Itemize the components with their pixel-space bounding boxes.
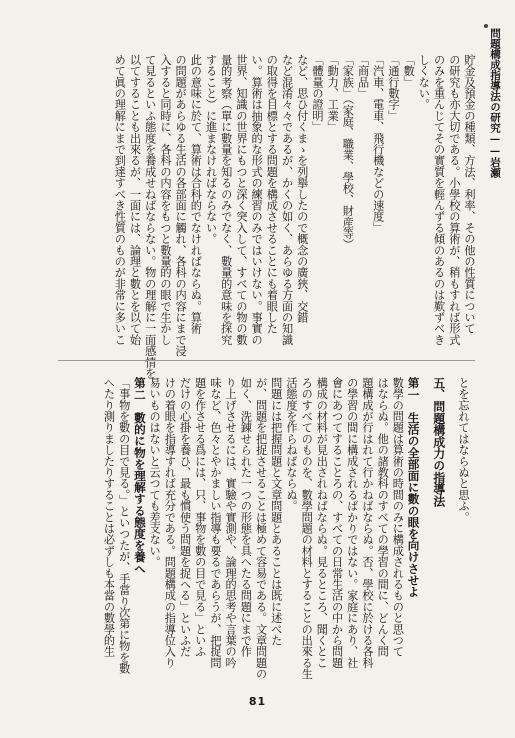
text-line: すること）に進まなければならない。 (204, 54, 218, 245)
text-line: 會にあつてすることろの、すべての日常生活の中から問題 (330, 377, 344, 669)
text-line: 「商品」 (356, 54, 370, 99)
text-line: 數學の問題は算術の時間のみに構成されるものと思つて (391, 377, 405, 657)
text-line: 世界、知識の世界にもつと深く突入して、すべての物の數 (234, 54, 248, 346)
text-line: など混淆々々であるが、かくの如く、あらゆる方面の知識 (280, 54, 294, 346)
text-line: て見るといふ態度を養成せねばならない。物の理解に一面感情を (143, 54, 157, 379)
text-line: へたり測りましたりすることは必ずしも本當の數學的生 (102, 377, 116, 657)
text-line: 味など、色々とやかましい指導も要るであらうが、把捉問 (208, 377, 222, 669)
text-line: 易いものはないと云つても差支ない。 (148, 377, 162, 568)
section-divider (58, 360, 475, 361)
text-line: い。算術は抽象的な形式の練習のみではいけない。事實の (250, 54, 264, 346)
text-line: の學習の間に構成されるばかりではない。家庭にあり、社 (345, 377, 359, 669)
text-line: のみを重んじてその實質を輕んずる傾のあるのは歎ずべき (432, 54, 446, 346)
text-line: ろのすべてのものを、數學問題の材料とすることの出來る生 (300, 377, 314, 680)
intro-line: とを忘れてはならぬと思ふ。 (457, 377, 470, 523)
text-line: り上げさせるには、實驗や實測や、論理的思考や言葉の吟 (224, 377, 238, 669)
text-line: 「事物を數の目で見る。」といつたが、手當り次第に物を數 (117, 377, 131, 674)
page-number: 81 (248, 695, 267, 708)
text-line: けの着眼を指導すれば充分である。問題構成の指導位入り (163, 377, 177, 669)
subsection-heading-1: 第一 生活の全部面に數の眼を向けさせよ (406, 377, 421, 598)
bottom-text-block (101, 377, 471, 680)
text-line: 「通行數字」 (386, 54, 400, 122)
text-line: 「動力、工業」 (326, 54, 340, 133)
top-text-block (112, 54, 477, 379)
spacer (446, 377, 456, 670)
text-line: 活態度を作らねばならぬ。 (284, 377, 298, 512)
text-line: が、問題を把捉させることは極めて容易である。文章問題の (254, 377, 268, 680)
text-line: 「汽車、電車、飛行機などの速度」 (371, 54, 385, 234)
text-line: 「體量の證明」 (310, 54, 324, 133)
text-line: しくない。 (417, 54, 431, 110)
text-line: 問題には把握問題と文章問題とあることは既に述べた (269, 377, 283, 646)
paragraph-1 (147, 377, 405, 680)
running-header: 問題構成指導法の研究——岩瀬 (489, 28, 501, 178)
subsection-heading-2: 第二 數的に物を理解する態度を養へ (132, 377, 147, 575)
text-line: 題を作させる爲には、只、事物を數の目で見る」といふ (193, 377, 207, 657)
text-line: 貯金及預金の種類、方法、利率、その他の性質について (463, 54, 476, 334)
text-line: 題構成が行はれて行かねばならぬ。否、學校に於ける各科 (360, 377, 374, 669)
text-line: の問題があらゆる生活の各部面に觸れ、各科の内容にまで浸 (174, 54, 188, 357)
text-line: 以てすることも出來るが、一面には、論理と數とを以て始 (128, 54, 142, 346)
text-line: 如く、洗錬せられた一つの形態を具へたる問題にまで作 (239, 377, 253, 657)
text-line: めて眞の理解にまで到達すべき性質のものが非常に多いこ (113, 54, 127, 346)
text-line: 此の意味に於て、算術は合科的でなければならぬ。算術 (189, 54, 203, 334)
text-line: の取得を目標とする問題を構成させることにも着眼した (265, 54, 279, 334)
section-heading: 五、問題構成力の指導法 (431, 377, 446, 507)
text-line: 「數」 (402, 54, 416, 88)
text-line: はならぬ。他の諸教科のすべての學習の間に、どんく問 (376, 377, 390, 657)
text-line: だけの心掛を養ひ、最も慣使う問題を捉へる」といふだ (178, 377, 192, 657)
text-line: 量的考察（單に數量を知るのみでなく、數量的意味を探究 (219, 54, 233, 346)
text-line: の研究も亦大切である。小學校の算術が、稍もすれば形式 (447, 54, 461, 346)
text-line: 「家族」（家庭、職業、學校、財産等） (341, 54, 355, 250)
paragraph-2 (101, 377, 131, 674)
text-line: 構成の材料が見出されねばならぬ。見るところ、聞くとこ (315, 377, 329, 669)
text-line: 入すると同時に、各科の内容をもつと數量的の眼で生かし (158, 54, 172, 346)
spacer (421, 377, 431, 670)
text-line: など、思ひ付くまゝを列擧したので概念の廣狹、交錯 (295, 54, 309, 323)
